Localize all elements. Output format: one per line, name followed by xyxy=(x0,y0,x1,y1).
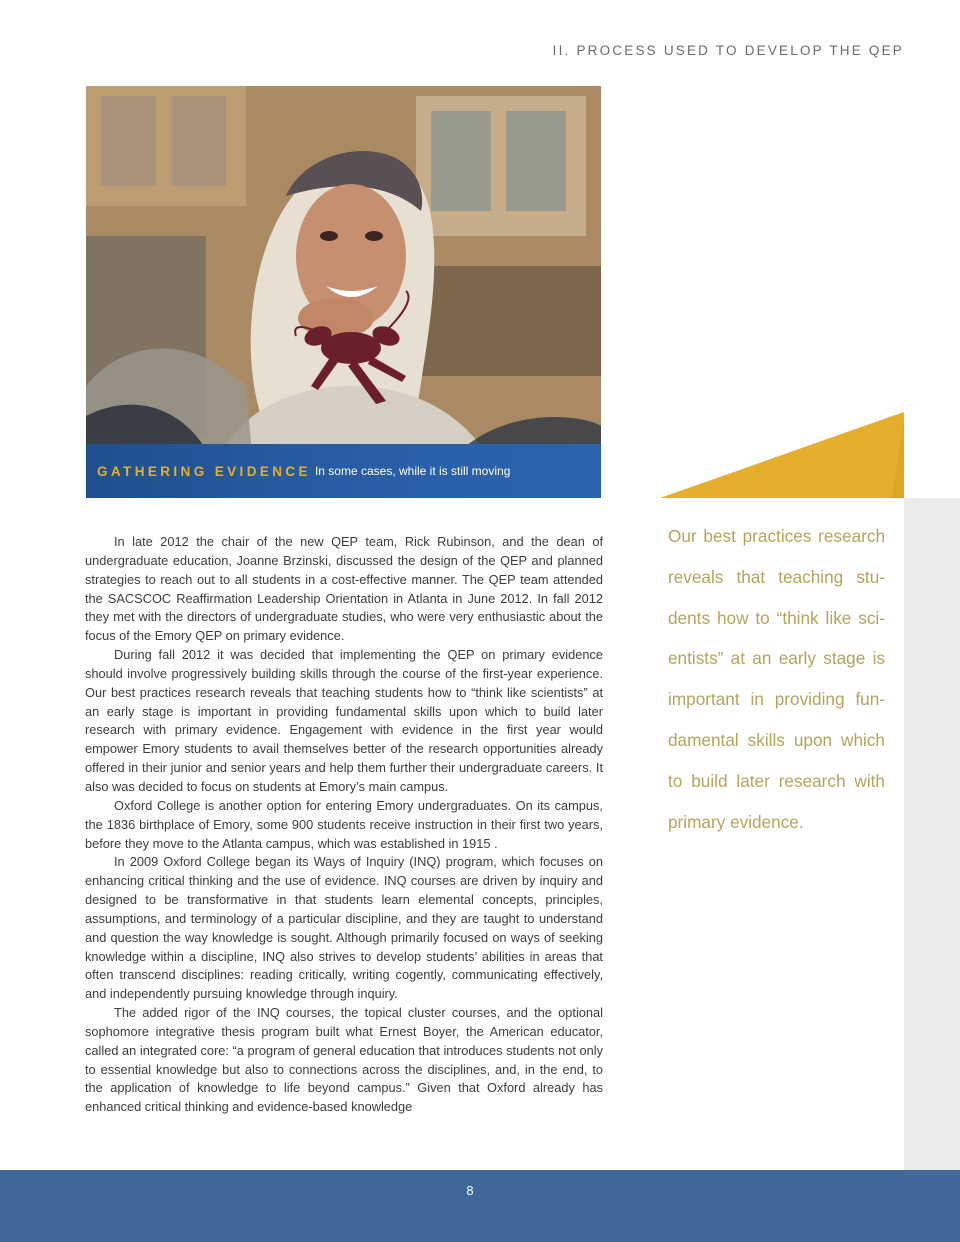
side-stripe xyxy=(904,498,960,1170)
caption-text: In some cases, while it is still moving xyxy=(314,464,511,478)
body-paragraph: During fall 2012 it was decided that implementing the QEP on primary evidence should involve progressively building skills through the course of the first-year experience. Our best practices research reveals that teaching students how to “think like scientists” at an early stage is important in providing fundamental skills upon which to build later research with primary evidence. Engagement with evidence in the first year would empower Emory students to avail themselves better of the research opportunities already offered in their junior and senior years and help them further their undergraduate careers. It also was decided to focus on students at Emory’s main campus. xyxy=(85,647,603,794)
body-paragraph: The added rigor of the INQ courses, the topical cluster courses, and the optional sophomore integrative thesis program built what Ernest Boyer, the American educator, called an integrated core: “a program of general education that introduces students not only to essential knowledge but also to connections across the disciplines, and, in the end, to the application of knowledge to life beyond campus.” Given that Oxford already has enhanced critical thinking and evidence-based knowledge xyxy=(85,1005,603,1115)
photo-student-crayfish xyxy=(86,86,601,498)
accent-triangle xyxy=(660,412,904,498)
pull-quote: Our best practices research reveals that teaching students how to “think like scientists” at an early stage is important in providing fundamental skills upon which to build later research with primary evidence. xyxy=(668,526,885,832)
page-number: 8 xyxy=(466,1183,474,1198)
section-header: II. PROCESS USED TO DEVELOP THE QEP xyxy=(552,43,904,58)
photo-caption-bar xyxy=(86,444,601,498)
body-text xyxy=(85,533,603,1117)
body-paragraph: In 2009 Oxford College began its Ways of Inquiry (INQ) program, which focuses on enhancing critical thinking and the use of evidence. INQ courses are driven by inquiry and designed to be transformative in that students learn elemental concepts, principles, assumptions, and terminology of a particular discipline, and they are taught to understand and question the way knowledge is sought. Although primarily focused on ways of seeking knowledge within a discipline, INQ also strives to develop students’ abilities in areas that often transcend disciplines: reading critically, writing cogently, communicating effectively, and independently pursuing knowledge through inquiry. xyxy=(85,854,603,1002)
photo-illustration xyxy=(86,86,601,498)
caption-title: GATHERING EVIDENCE xyxy=(97,463,311,479)
page-footer xyxy=(0,1170,960,1242)
body-paragraph: In late 2012 the chair of the new QEP team, Rick Rubinson, and the dean of undergraduate education, Joanne Brzinski, discussed the design of the QEP and planned strategies to reach out to all students in a cost-effective manner. The QEP team attended the SACSCOC Reaffirmation Leadership Orientation in Atlanta in June 2012. In fall 2012 they met with the directors of undergraduate studies, who were very enthusiastic about the focus of the Emory QEP on primary evidence. xyxy=(85,534,603,644)
body-paragraph: Oxford College is another option for entering Emory undergraduates. On its campus, the 1836 birthplace of Emory, some 900 students receive instruction in their first two years, before they move to the Atlanta campus, which was established in 1915 . xyxy=(85,797,603,851)
